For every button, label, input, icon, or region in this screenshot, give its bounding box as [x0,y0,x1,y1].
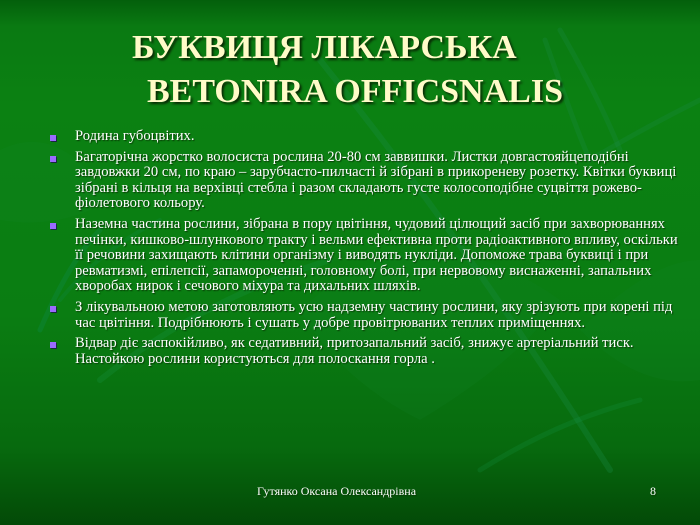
bullet-text: Наземна частина рослини, зібрана в пору цвітіння, чудовий цілющий засіб при захворюваннях печінки, кишково-шлункового тракту і вельми ефективна проти радіоактивного впливу, оскільки її речовини захищають клітини організму і виводять нукліди. Допоможе трава буквиці і при ревматизмі, епілепсії, запамороченні, головному болі, при нервовому виснаженні, запальних хворобах нирок і сечового міхура та дихальних шляхів. [75,215,678,295]
title-line-ukrainian: БУКВИЦЯ ЛІКАРСЬКА [132,29,517,66]
page-number: 8 [650,484,656,498]
bullet-item-family [48,129,678,145]
square-bullet-icon [50,306,56,312]
square-bullet-icon [50,223,56,229]
square-bullet-icon [50,342,56,348]
bullet-list [48,129,678,372]
square-bullet-icon [50,135,56,141]
bullet-item-medicinal-use [48,217,678,295]
footer-author: Гутянко Оксана Олександрівна [257,484,417,498]
bullet-text: З лікувальною метою заготовляють усю надземну частину рослини, яку зрізують при корені під час цвітіння. Подрібнюють і сушать у добре провітрюваних теплих приміщеннях. [75,298,673,331]
square-bullet-icon [50,156,56,162]
bullet-text: Відвар діє заспокійливо, як седативний, притозапальний засіб, знижує артеріальний тиск. Настойкою рослини користуються для полоскання горла . [75,335,634,367]
slide-title [100,26,660,114]
bullet-text: Багаторічна жорстко волосиста рослина 20-80 см заввишки. Листки довгастояйцеподібні завдовжки 20 см, по краю – зарубчасто-пилчасті й зібрані в прикореневу розетку. Квітки буквиці зібрані в кільця на верхівці стебла і разом складають густе колосоподібне суцвіття рожево-фіолетового кольору. [75,148,677,212]
title-line-latin: BETONIRA OFFICSNALIS [147,73,563,110]
bullet-item-description [48,150,678,212]
bullet-item-harvesting [48,300,678,331]
bullet-item-decoction [48,336,678,367]
bullet-text: Родина губоцвітих. [75,128,195,144]
